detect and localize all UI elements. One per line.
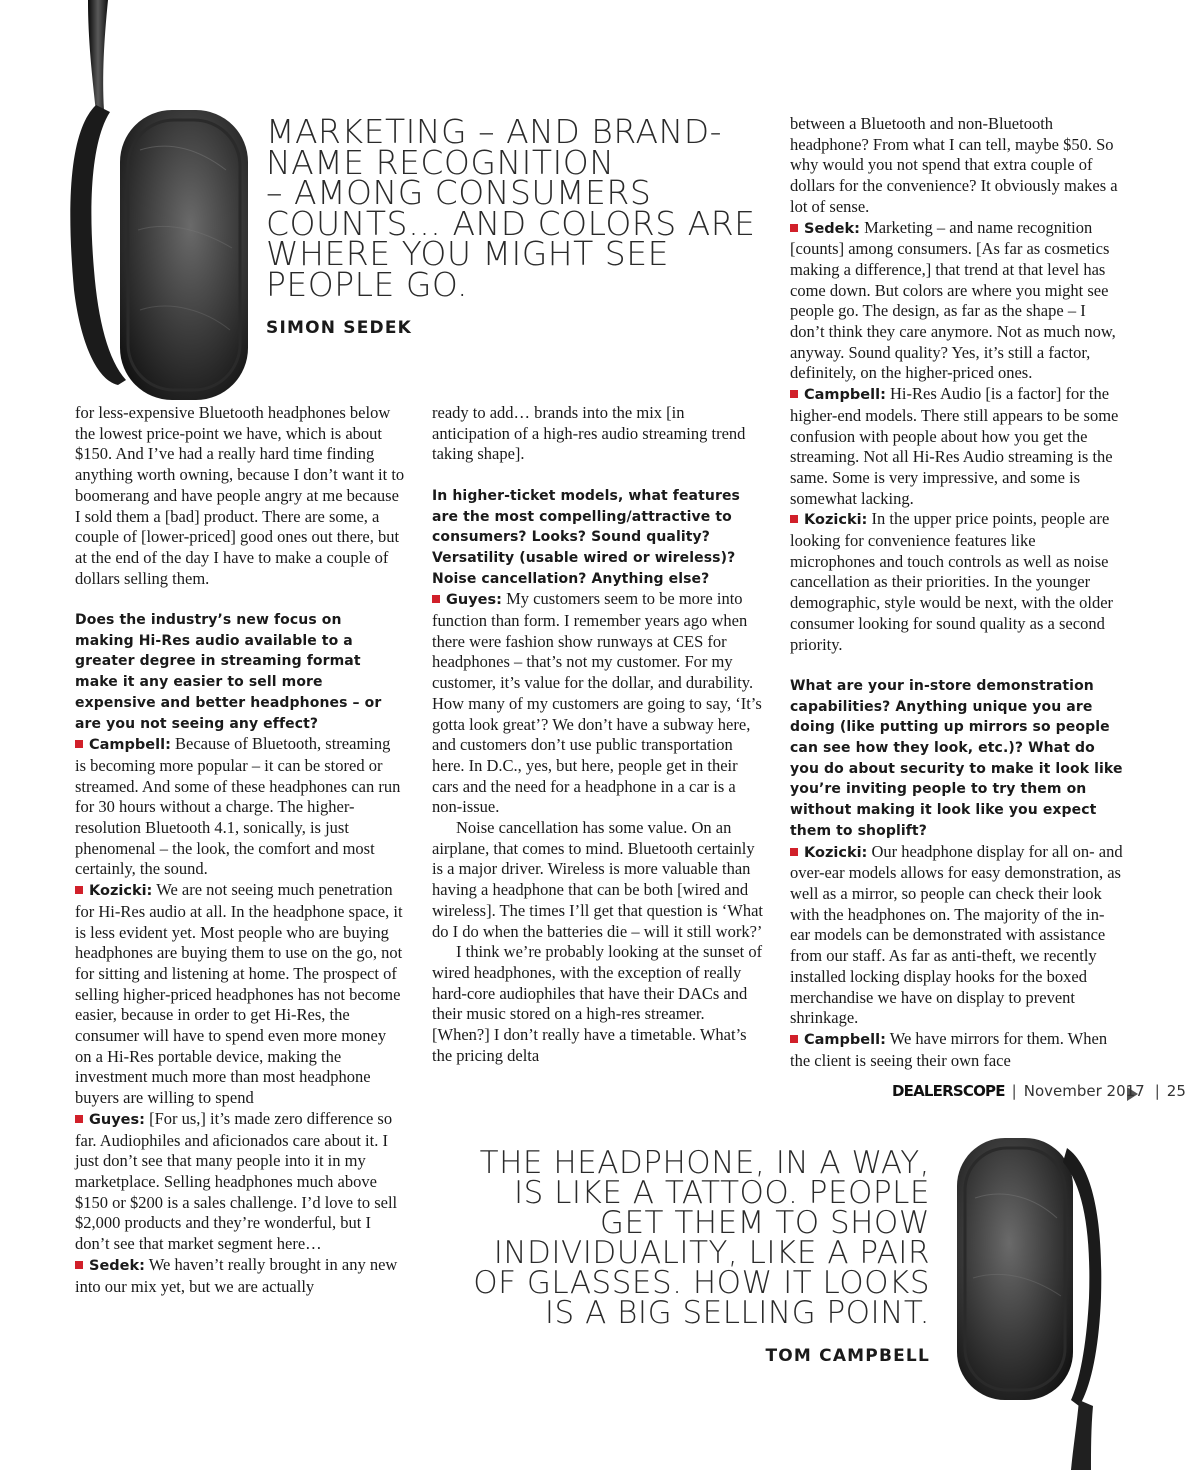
article-column-2 bbox=[432, 403, 766, 1066]
pull-quote-top bbox=[266, 112, 756, 304]
footer-separator: | bbox=[1154, 1082, 1160, 1100]
pull-quote-top-attribution: SIMON SEDEK bbox=[266, 318, 413, 338]
publication-logo: DEALERSCOPE bbox=[892, 1082, 1005, 1100]
answer-text: Because of Bluetooth, streaming is becoming more popular – it can be stored or streamed. And some of these headphones can run for 30 hours without a charge. The higher-resolution Bluetooth 4.1, sonically, is just phenomenal – the look, the comfort and most certainly, the sound. bbox=[75, 734, 401, 879]
answer-text: Hi-Res Audio [is a factor] for the higher-end models. There still appears to be some confusion with people about how you get the streaming. Not all Hi-Res Audio streaming is the same. Some is very impressive, and some is somewhat lacking. bbox=[790, 384, 1119, 508]
pull-quote-line: WHERE YOU MIGHT SEE bbox=[266, 234, 669, 273]
answer-paragraph bbox=[790, 1029, 1124, 1071]
pull-quote-line: THE HEADPHONE, IN A WAY, bbox=[479, 1145, 930, 1181]
answer-paragraph bbox=[790, 842, 1124, 1029]
interview-question: Does the industry’s new focus on making Hi-Res audio available to a greater degree in streaming format make it any easier to sell more expensive and better headphones – or are you not seeing any effect? bbox=[75, 612, 382, 732]
body-paragraph: I think we’re probably looking at the sunset of wired headphones, with the exception of really hard-core audiophiles that have their DACs and their music stored on a high-res streamer. [When?] I don’t really have a timetable. What’s the pricing delta bbox=[432, 942, 763, 1065]
article-column-1 bbox=[75, 403, 405, 1297]
bullet-square-icon bbox=[75, 886, 83, 894]
interview-question: What are your in-store demonstration capabilities? Anything unique you are doing (like putting up mirrors so people can see how they look, etc.)? What do you do about security to make it look like you’re inviting people to try them on without making it look like you expect them to shoplift? bbox=[790, 677, 1123, 839]
speaker-name: Guyes: bbox=[446, 592, 502, 609]
answer-paragraph bbox=[790, 509, 1124, 655]
issue-date: November 2017 bbox=[1023, 1082, 1145, 1100]
body-paragraph: between a Bluetooth and non-Bluetooth headphone? From what I can tell, maybe $50. So why would you not spend that extra couple of dollars for the convenience? It obviously makes a lot of sense. bbox=[790, 114, 1118, 216]
pull-quote-line: PEOPLE GO. bbox=[266, 264, 469, 304]
pull-quote-line: NAME RECOGNITION bbox=[266, 142, 615, 182]
pull-quote-line: IS A BIG SELLING POINT. bbox=[544, 1295, 930, 1331]
speaker-name: Campbell: bbox=[804, 1031, 886, 1048]
headphone-top-image bbox=[0, 0, 260, 440]
pull-quote-line: – AMONG CONSUMERS bbox=[266, 173, 652, 212]
page-number: 25 bbox=[1166, 1082, 1186, 1100]
article-column-3 bbox=[790, 114, 1124, 1071]
pull-quote-line: IS LIKE A TATTOO. PEOPLE bbox=[513, 1175, 930, 1211]
bullet-square-icon bbox=[790, 390, 798, 398]
bullet-square-icon bbox=[790, 515, 798, 523]
answer-text: In the upper price points, people are looking for convenience features like microphones and touch controls as well as noise cancellation as their priorities. In the younger demographic, style would be next, with the older consumer looking for sound quality as a second priority. bbox=[790, 509, 1114, 654]
speaker-name: Kozicki: bbox=[89, 883, 153, 900]
speaker-name: Guyes: bbox=[89, 1111, 145, 1128]
body-paragraph: Noise cancellation has some value. On an airplane, that comes to mind. Bluetooth certainly is a major driver. Wireless is more valuable than having a headphone that can be both [wired and wireless]. The times I’ll get that question is ‘What do I do when the batteries die – will it still work?’ bbox=[432, 818, 763, 941]
answer-text: [For us,] it’s made zero difference so far. Audiophiles and aficionados care about it. I just don’t see that many people into it in my marketplace. Selling headphones much above $150 or $200 is a sales challenge. I’d love to sell $2,000 products and they’re wonderful, but I don’t see that market segment here… bbox=[75, 1108, 398, 1254]
bullet-square-icon bbox=[790, 224, 798, 232]
bullet-square-icon bbox=[790, 848, 798, 856]
answer-text: My customers seem to be more into function than form. I remember years ago when there were fashion show runways at CES for headphones – that’s not my customer. For my customer, it’s value for the dollar, and durability. How many of my customers are going to say, ‘It’s gotta look great’? We don’t have a subway here, and customers don’t use public transportation here. In D.C., yes, but here, people get in their cars and the need for a headphone in a car is a non-issue. bbox=[432, 589, 762, 817]
speaker-name: Campbell: bbox=[89, 737, 171, 754]
footer-separator: | bbox=[1011, 1082, 1017, 1100]
pull-quote-line: COUNTS… AND COLORS ARE bbox=[266, 203, 756, 243]
speaker-name: Kozicki: bbox=[804, 844, 868, 861]
bullet-square-icon bbox=[75, 740, 83, 748]
pull-quote-line: INDIVIDUALITY, LIKE A PAIR bbox=[493, 1235, 930, 1271]
bullet-square-icon bbox=[75, 1115, 83, 1123]
answer-paragraph bbox=[75, 1255, 405, 1297]
answer-paragraph bbox=[75, 734, 405, 880]
answer-text: We haven’t really brought in any new into our mix yet, but we are actually bbox=[75, 1254, 398, 1296]
answer-text: We are not seeing much penetration for Hi-Res audio at all. In the headphone space, it is less evident yet. Most people who are buying headphones are buying them to use on the go, not for sitting and listening at home. The prospect of selling higher-priced headphones has not become easier, because in order to get Hi-Res, the consumer will have to spend even more money on a Hi-Res portable device, making the investment much more than most headphone buyers are willing to spend bbox=[75, 880, 403, 1108]
answer-paragraph bbox=[790, 218, 1124, 385]
answer-text: We have mirrors for them. When the client is seeing their own face bbox=[790, 1028, 1108, 1070]
headphone-bottom-image bbox=[945, 1138, 1135, 1470]
speaker-name: Sedek: bbox=[804, 220, 860, 237]
pull-quote-bottom bbox=[473, 1145, 930, 1331]
pull-quote-line: GET THEM TO SHOW bbox=[599, 1205, 930, 1241]
page-footer bbox=[892, 1082, 1186, 1100]
speaker-name: Sedek: bbox=[89, 1257, 145, 1274]
interview-question: In higher-ticket models, what features are the most compelling/attractive to consumers? Looks? Sound quality? Versatility (usable wired or wireless)? Noise cancellation? Anything else? bbox=[432, 487, 740, 587]
pull-quote-bottom-attribution: TOM CAMPBELL bbox=[765, 1346, 930, 1366]
bullet-square-icon bbox=[432, 595, 440, 603]
answer-text: Marketing – and name recognition [counts] among consumers. [As far as cosmetics making a difference,] that trend at that level has come down. But colors are where you might see people go. The design, as far as the shape – I don’t think they care anymore. Not as much now, anyway. Sound quality? Yes, it’s still a factor, definitely, on the higher-priced ones. bbox=[790, 217, 1116, 383]
body-paragraph: ready to add… brands into the mix [in anticipation of a high-res audio streaming trend taking shape]. bbox=[432, 403, 746, 464]
body-paragraph: for less-expensive Bluetooth headphones below the lowest price-point we have, which is about $150. And I’ve had a really hard time finding anything worth owning, because I don’t want it to boomerang and have people angry at me because I sold them a [bad] product. There are some, a couple of [lower-priced] good ones out there, but at the end of the day I have to make a couple of dollars selling them. bbox=[75, 403, 405, 588]
speaker-name: Campbell: bbox=[804, 387, 886, 404]
pull-quote-line: OF GLASSES. HOW IT LOOKS bbox=[473, 1265, 930, 1301]
bullet-square-icon bbox=[75, 1261, 83, 1269]
answer-paragraph bbox=[432, 589, 766, 818]
answer-paragraph bbox=[790, 384, 1124, 509]
answer-paragraph bbox=[75, 880, 405, 1109]
speaker-name: Kozicki: bbox=[804, 512, 868, 529]
bullet-square-icon bbox=[790, 1035, 798, 1043]
answer-text: Our headphone display for all on- and over-ear models allows for easy demonstration, as well as a mirror, so people can check their look with the headphones on. The majority of the in-ear models can be demonstrated with assistance from our staff. As far as anti-theft, we recently installed locking display hooks for the boxed merchandise we have on display to prevent shrinkage. bbox=[790, 841, 1123, 1028]
pull-quote-line: MARKETING – AND BRAND- bbox=[266, 112, 723, 151]
answer-paragraph bbox=[75, 1109, 405, 1255]
